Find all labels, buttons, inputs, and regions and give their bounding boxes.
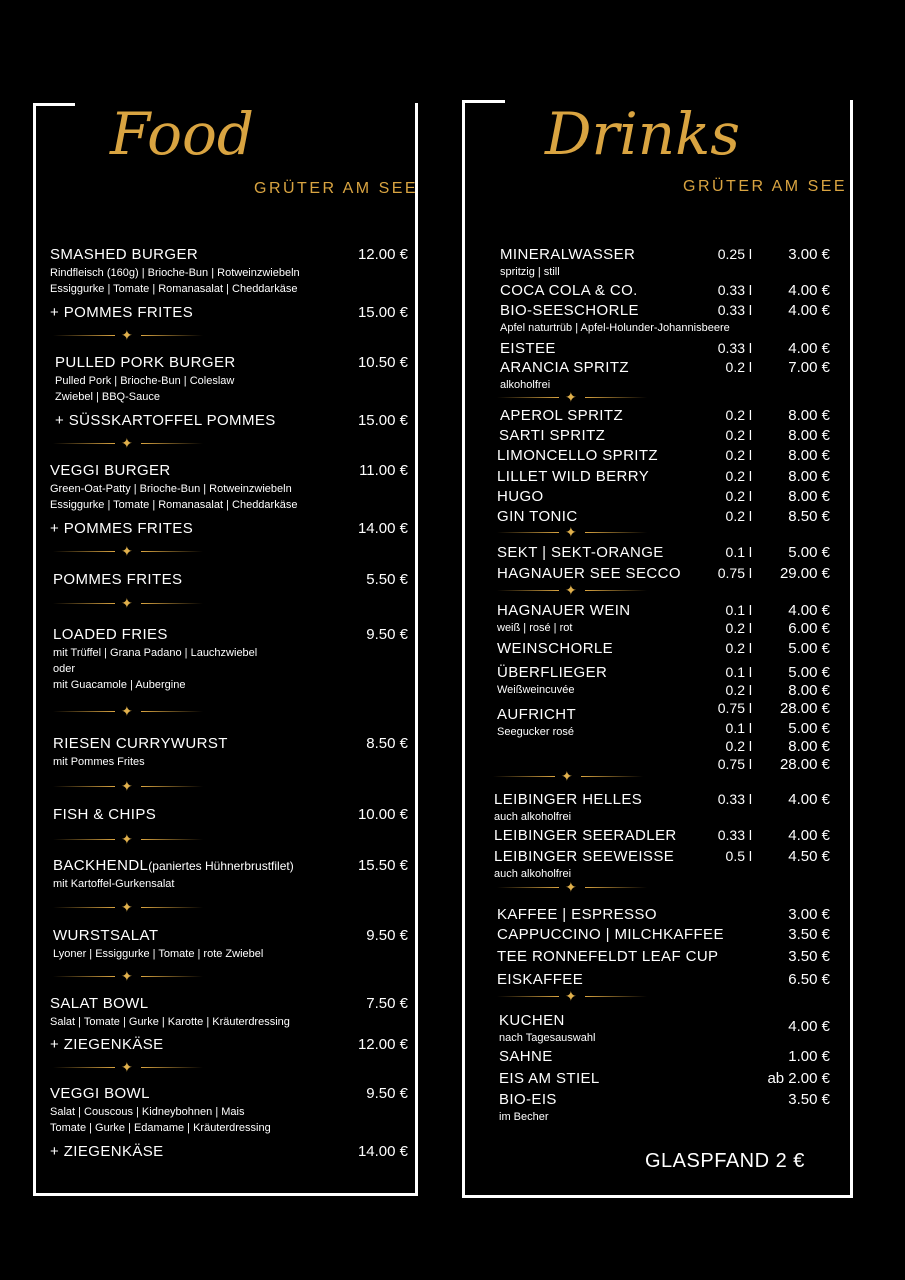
drink-item-volume: 0.2 l (725, 447, 752, 463)
drink-item-price: 28.00 € (779, 756, 830, 773)
food-item-name: POMMES FRITES (53, 571, 183, 588)
drink-item-price: 5.00 € (788, 720, 830, 737)
drink-item-desc: im Becher (499, 1111, 549, 1123)
drink-item-volume: 0.75 l (717, 756, 752, 772)
drink-item-price: 29.00 € (779, 565, 830, 582)
divider-ornament (53, 435, 203, 451)
drink-item-volume: 0.2 l (725, 508, 752, 524)
food-item-desc: Zwiebel | BBQ-Sauce (55, 391, 160, 403)
drink-item-desc: spritzig | still (500, 266, 560, 278)
food-item-price: 10.00 € (357, 806, 408, 823)
food-item-price: 5.50 € (366, 571, 408, 588)
drink-item-volume: 0.25 l (717, 246, 752, 262)
drink-item-volume: 0.2 l (725, 620, 752, 636)
glaspfand: GLASPFAND 2 € (645, 1150, 805, 1172)
drink-item-volume: 0.75 l (717, 565, 752, 581)
food-item-name: RIESEN CURRYWURST (53, 735, 228, 752)
divider-ornament (497, 879, 647, 895)
food-item-name: VEGGI BURGER (50, 462, 171, 479)
drink-item-price: 3.50 € (788, 948, 830, 965)
drink-item-name: BIO-SEESCHORLE (500, 302, 639, 319)
food-item-name: + ZIEGENKÄSE (50, 1143, 164, 1160)
star-icon: ✦ (565, 389, 577, 405)
drink-item-desc: alkoholfrei (500, 379, 551, 391)
drink-item-volume: 0.2 l (725, 738, 752, 754)
drink-item-volume: 0.2 l (725, 427, 752, 443)
food-item-name: + POMMES FRITES (50, 304, 194, 321)
drink-item-name: SEKT | SEKT-ORANGE (497, 544, 664, 561)
food-item-name: LOADED FRIES (53, 626, 168, 643)
food-item-price: 9.50 € (366, 927, 408, 944)
divider-ornament (53, 327, 203, 343)
drink-item-name: LEIBINGER SEEWEISSE (494, 848, 675, 865)
divider-ornament (53, 968, 203, 984)
divider-ornament (53, 543, 203, 559)
star-icon: ✦ (121, 831, 133, 847)
food-item-price: 14.00 € (357, 1143, 408, 1160)
drink-item-price: 4.00 € (788, 282, 830, 299)
food-item-desc: Pulled Pork | Brioche-Bun | Coleslaw (55, 375, 235, 387)
food-item-price: 11.00 € (359, 462, 408, 479)
divider-ornament (497, 988, 647, 1004)
divider-ornament (497, 582, 647, 598)
food-item-desc: mit Trüffel | Grana Padano | Lauchzwiebel (53, 647, 258, 659)
drink-item-name: KUCHEN (499, 1012, 565, 1029)
drink-item-desc: auch alkoholfrei (494, 868, 572, 880)
food-subtitle: GRÜTER AM SEE (254, 180, 419, 197)
drink-item-price: 8.00 € (788, 468, 830, 485)
drink-item-name: KAFFEE | ESPRESSO (497, 906, 657, 923)
drink-item-volume: 0.1 l (725, 544, 752, 560)
food-item-name: PULLED PORK BURGER (55, 354, 236, 371)
food-item-desc: Tomate | Gurke | Edamame | Kräuterdressing (50, 1122, 271, 1134)
drink-item-desc: auch alkoholfrei (494, 811, 572, 823)
drink-item-name: LILLET WILD BERRY (497, 468, 650, 485)
food-item-price: 10.50 € (357, 354, 408, 371)
drink-item-volume: 0.2 l (725, 468, 752, 484)
drink-item-price: 8.50 € (788, 508, 830, 525)
drink-item-price: 8.00 € (788, 427, 830, 444)
drink-item-price: 28.00 € (779, 700, 830, 717)
star-icon: ✦ (121, 595, 133, 611)
drink-item-price: 3.00 € (788, 906, 830, 923)
star-icon: ✦ (121, 1059, 133, 1075)
drink-item-name: HAGNAUER WEIN (497, 602, 631, 619)
drink-item-name: ÜBERFLIEGER (497, 664, 608, 681)
drink-item-volume: 0.2 l (725, 488, 752, 504)
divider-ornament (53, 595, 203, 611)
drink-item-name: AUFRICHT (497, 706, 577, 723)
divider-ornament (53, 778, 203, 794)
drink-item-name: EIS AM STIEL (499, 1070, 600, 1087)
food-item-name: SALAT BOWL (50, 995, 149, 1012)
drink-item-price: 1.00 € (788, 1048, 830, 1065)
divider-ornament (53, 1059, 203, 1075)
food-item-note: (paniertes Hühnerbrustfilet) (148, 859, 294, 873)
food-item-price: 14.00 € (357, 520, 408, 537)
drinks-script-title: Drinks (545, 100, 741, 168)
drink-item-name: MINERALWASSER (500, 246, 636, 263)
food-item-name: + ZIEGENKÄSE (50, 1036, 164, 1053)
drink-item-name: SARTI SPRITZ (499, 427, 606, 444)
drink-item-volume: 0.2 l (725, 359, 752, 375)
drink-item-price: ab 2.00 € (767, 1070, 830, 1087)
drink-item-price: 3.00 € (788, 246, 830, 263)
food-item-name: VEGGI BOWL (50, 1085, 150, 1102)
drink-item-price: 6.00 € (788, 620, 830, 637)
drink-item-name: HAGNAUER SEE SECCO (497, 565, 681, 582)
drink-item-price: 7.00 € (788, 359, 830, 376)
divider-ornament (493, 768, 643, 784)
food-item-desc: Green-Oat-Patty | Brioche-Bun | Rotweinzwiebeln (50, 483, 292, 495)
food-item-name: BACKHENDL(paniertes Hühnerbrustfilet) (53, 857, 294, 874)
drink-item-price: 8.00 € (788, 738, 830, 755)
divider-ornament (53, 831, 203, 847)
star-icon: ✦ (565, 524, 577, 540)
drink-item-price: 4.00 € (788, 602, 830, 619)
drink-item-volume: 0.33 l (717, 340, 752, 356)
food-item-name: WURSTSALAT (53, 927, 159, 944)
drink-item-volume: 0.1 l (725, 602, 752, 618)
drink-item-price: 4.00 € (788, 791, 830, 808)
drink-item-price: 3.50 € (788, 926, 830, 943)
drink-item-desc: Seegucker rosé (497, 726, 575, 738)
food-item-desc: Essiggurke | Tomate | Romanasalat | Cheddarkäse (50, 283, 298, 295)
star-icon: ✦ (121, 778, 133, 794)
food-item-desc: mit Kartoffel-Gurkensalat (53, 878, 175, 890)
drink-item-price: 4.00 € (788, 1018, 830, 1035)
food-item-desc: Rindfleisch (160g) | Brioche-Bun | Rotweinzwiebeln (50, 267, 300, 279)
star-icon: ✦ (561, 768, 573, 784)
food-item-price: 7.50 € (366, 995, 408, 1012)
drink-item-price: 5.00 € (788, 664, 830, 681)
drink-item-volume: 0.33 l (717, 791, 752, 807)
divider-ornament (497, 524, 647, 540)
drink-item-volume: 0.2 l (725, 640, 752, 656)
food-item-price: 15.50 € (357, 857, 408, 874)
drink-item-price: 8.00 € (788, 682, 830, 699)
drink-item-desc: nach Tagesauswahl (499, 1032, 596, 1044)
drink-item-name: SAHNE (499, 1048, 553, 1065)
drink-item-name: COCA COLA & CO. (500, 282, 638, 299)
food-item-name: FISH & CHIPS (53, 806, 157, 823)
drink-item-name: LEIBINGER SEERADLER (494, 827, 677, 844)
food-item-price: 9.50 € (366, 626, 408, 643)
divider-ornament (53, 899, 203, 915)
drink-item-volume: 0.33 l (717, 302, 752, 318)
drink-item-volume: 0.1 l (725, 720, 752, 736)
star-icon: ✦ (121, 435, 133, 451)
star-icon: ✦ (565, 879, 577, 895)
star-icon: ✦ (565, 988, 577, 1004)
drink-item-name: HUGO (497, 488, 544, 505)
food-item-desc: Salat | Tomate | Gurke | Karotte | Kräuterdressing (50, 1016, 290, 1028)
drink-item-volume: 0.75 l (717, 700, 752, 716)
drink-item-volume: 0.2 l (725, 407, 752, 423)
drink-item-name: ARANCIA SPRITZ (500, 359, 629, 376)
food-item-price: 9.50 € (366, 1085, 408, 1102)
drink-item-name: LIMONCELLO SPRITZ (497, 447, 658, 464)
drink-item-name: APEROL SPRITZ (500, 407, 624, 424)
food-item-price: 15.00 € (357, 304, 408, 321)
drink-item-desc: weiß | rosé | rot (497, 622, 573, 634)
food-item-name: + POMMES FRITES (50, 520, 194, 537)
drink-item-name: EISKAFFEE (497, 971, 584, 988)
food-item-name: SMASHED BURGER (50, 246, 199, 263)
drink-item-price: 6.50 € (788, 971, 830, 988)
drink-item-price: 4.00 € (788, 340, 830, 357)
food-item-desc: Salat | Couscous | Kidneybohnen | Mais (50, 1106, 245, 1118)
drink-item-name: TEE RONNEFELDT LEAF CUP (497, 948, 719, 965)
star-icon: ✦ (121, 703, 133, 719)
drink-item-volume: 0.33 l (717, 827, 752, 843)
drink-item-volume: 0.5 l (725, 848, 752, 864)
drink-item-name: BIO-EIS (499, 1091, 557, 1108)
food-item-price: 8.50 € (366, 735, 408, 752)
drink-item-name: EISTEE (500, 340, 556, 357)
drink-item-volume: 0.2 l (725, 682, 752, 698)
drink-item-price: 8.00 € (788, 447, 830, 464)
drink-item-volume: 0.33 l (717, 282, 752, 298)
drink-item-price: 8.00 € (788, 488, 830, 505)
drinks-subtitle: GRÜTER AM SEE (683, 178, 848, 195)
food-script-title: Food (110, 100, 255, 168)
star-icon: ✦ (121, 899, 133, 915)
drink-item-name: CAPPUCCINO | MILCHKAFFEE (497, 926, 724, 943)
drink-item-desc: Weißweincuvée (497, 684, 575, 696)
star-icon: ✦ (121, 543, 133, 559)
drink-item-price: 5.00 € (788, 640, 830, 657)
divider-ornament (497, 389, 647, 405)
drink-item-name: WEINSCHORLE (497, 640, 614, 657)
star-icon: ✦ (565, 582, 577, 598)
drink-item-price: 5.00 € (788, 544, 830, 561)
drink-item-volume: 0.1 l (725, 664, 752, 680)
drink-item-price: 8.00 € (788, 407, 830, 424)
drink-item-price: 4.50 € (788, 848, 830, 865)
food-item-desc: oder (53, 663, 76, 675)
drink-item-name: GIN TONIC (497, 508, 578, 525)
food-item-price: 15.00 € (357, 412, 408, 429)
drink-item-price: 3.50 € (788, 1091, 830, 1108)
food-item-price: 12.00 € (357, 1036, 408, 1053)
food-item-price: 12.00 € (357, 246, 408, 263)
star-icon: ✦ (121, 968, 133, 984)
food-item-desc: Essiggurke | Tomate | Romanasalat | Cheddarkäse (50, 499, 298, 511)
divider-ornament (53, 703, 203, 719)
star-icon: ✦ (121, 327, 133, 343)
food-item-name: + SÜSSKARTOFFEL POMMES (55, 412, 276, 429)
food-item-desc: Lyoner | Essiggurke | Tomate | rote Zwiebel (53, 948, 264, 960)
food-item-desc: mit Pommes Frites (53, 756, 145, 768)
drink-item-desc: Apfel naturtrüb | Apfel-Holunder-Johannisbeere (500, 322, 730, 334)
drink-item-name: LEIBINGER HELLES (494, 791, 643, 808)
drink-item-price: 4.00 € (788, 302, 830, 319)
drink-item-price: 4.00 € (788, 827, 830, 844)
food-item-desc: mit Guacamole | Aubergine (53, 679, 186, 691)
